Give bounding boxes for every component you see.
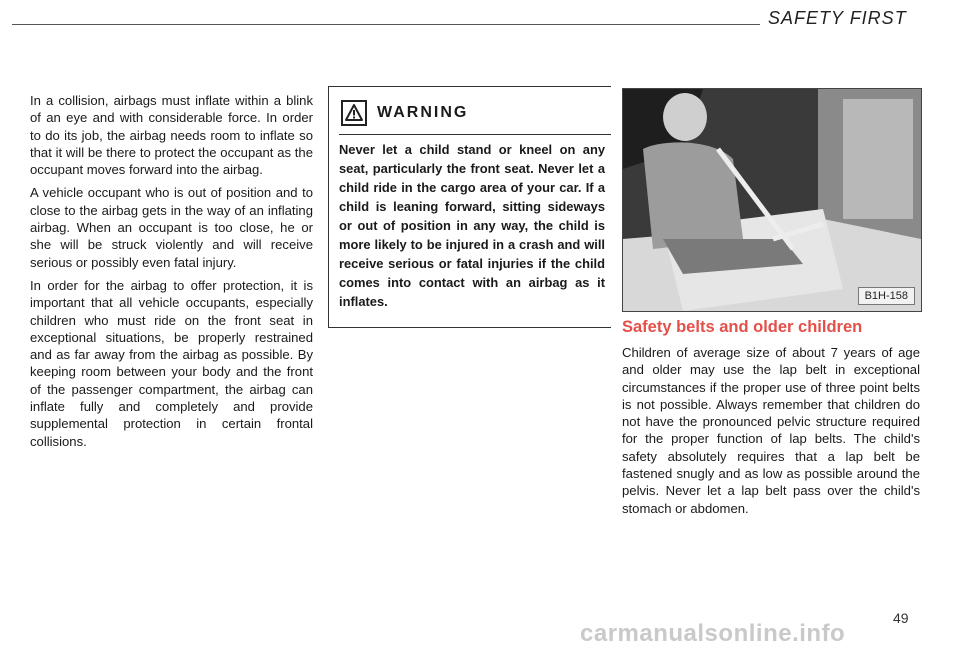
paragraph: In a collision, airbags must inflate within a blink of an eye and with considerable force. In order to do its job, the airbag needs room to inflate so that it will be there to protect the occupant as the occupant moves forward into the airbag. <box>30 93 313 178</box>
child-seatbelt-photo <box>622 88 922 312</box>
right-column <box>622 344 920 517</box>
warning-triangle-icon <box>341 100 367 126</box>
paragraph: In order for the airbag to offer protection, it is important that all vehicle occupants, especially children who must ride on the front seat in exceptional situations, be properly restrained and as far away from the airbag as possible. By keeping room between your body and the front of the passenger compartment, the airbag can inflate fully and completely and provide supplemental protection in certain frontal collisions. <box>30 277 313 449</box>
warning-text: Never let a child stand or kneel on any seat, particularly the front seat. Never let a child ride in the cargo area of your car. If a child is leaning forward, sitting sideways or out of position in any way, the child is more likely to be injured in a crash and will receive serious or fatal injuries if the child comes into contact with an airbag as it inflates. <box>339 142 605 309</box>
figure-code: B1H-158 <box>858 287 915 305</box>
section-heading: Safety belts and older children <box>622 318 863 336</box>
watermark: carmanualsonline.info <box>580 620 846 647</box>
page-header-title: SAFETY FIRST <box>768 8 907 28</box>
paragraph: A vehicle occupant who is out of position and to close to the airbag gets in the way of an inflating airbag. When an occupant is too close, he or she will be struck violently and will receive serious or possibly even fatal injury. <box>30 185 313 270</box>
warning-title: WARNING <box>377 104 469 121</box>
page-number: 49 <box>893 610 909 626</box>
warning-divider <box>339 134 611 135</box>
warning-box <box>328 86 611 328</box>
header-rule <box>12 24 760 25</box>
paragraph: Children of average size of about 7 years of age and older may use the lap belt in exceptional circumstances if the proper use of three point belts is not possible. Always remember that children do not have the pronounced pelvic structure required for the proper function of lap belts. The child's safety absolutely requires that a lap belt be fastened snugly and as low as possible around the pelvis. Never let a lap belt pass over the child's stomach or abdomen. <box>622 345 920 516</box>
left-column <box>30 92 313 456</box>
warning-header <box>341 99 468 127</box>
photo-illustration <box>623 89 921 311</box>
